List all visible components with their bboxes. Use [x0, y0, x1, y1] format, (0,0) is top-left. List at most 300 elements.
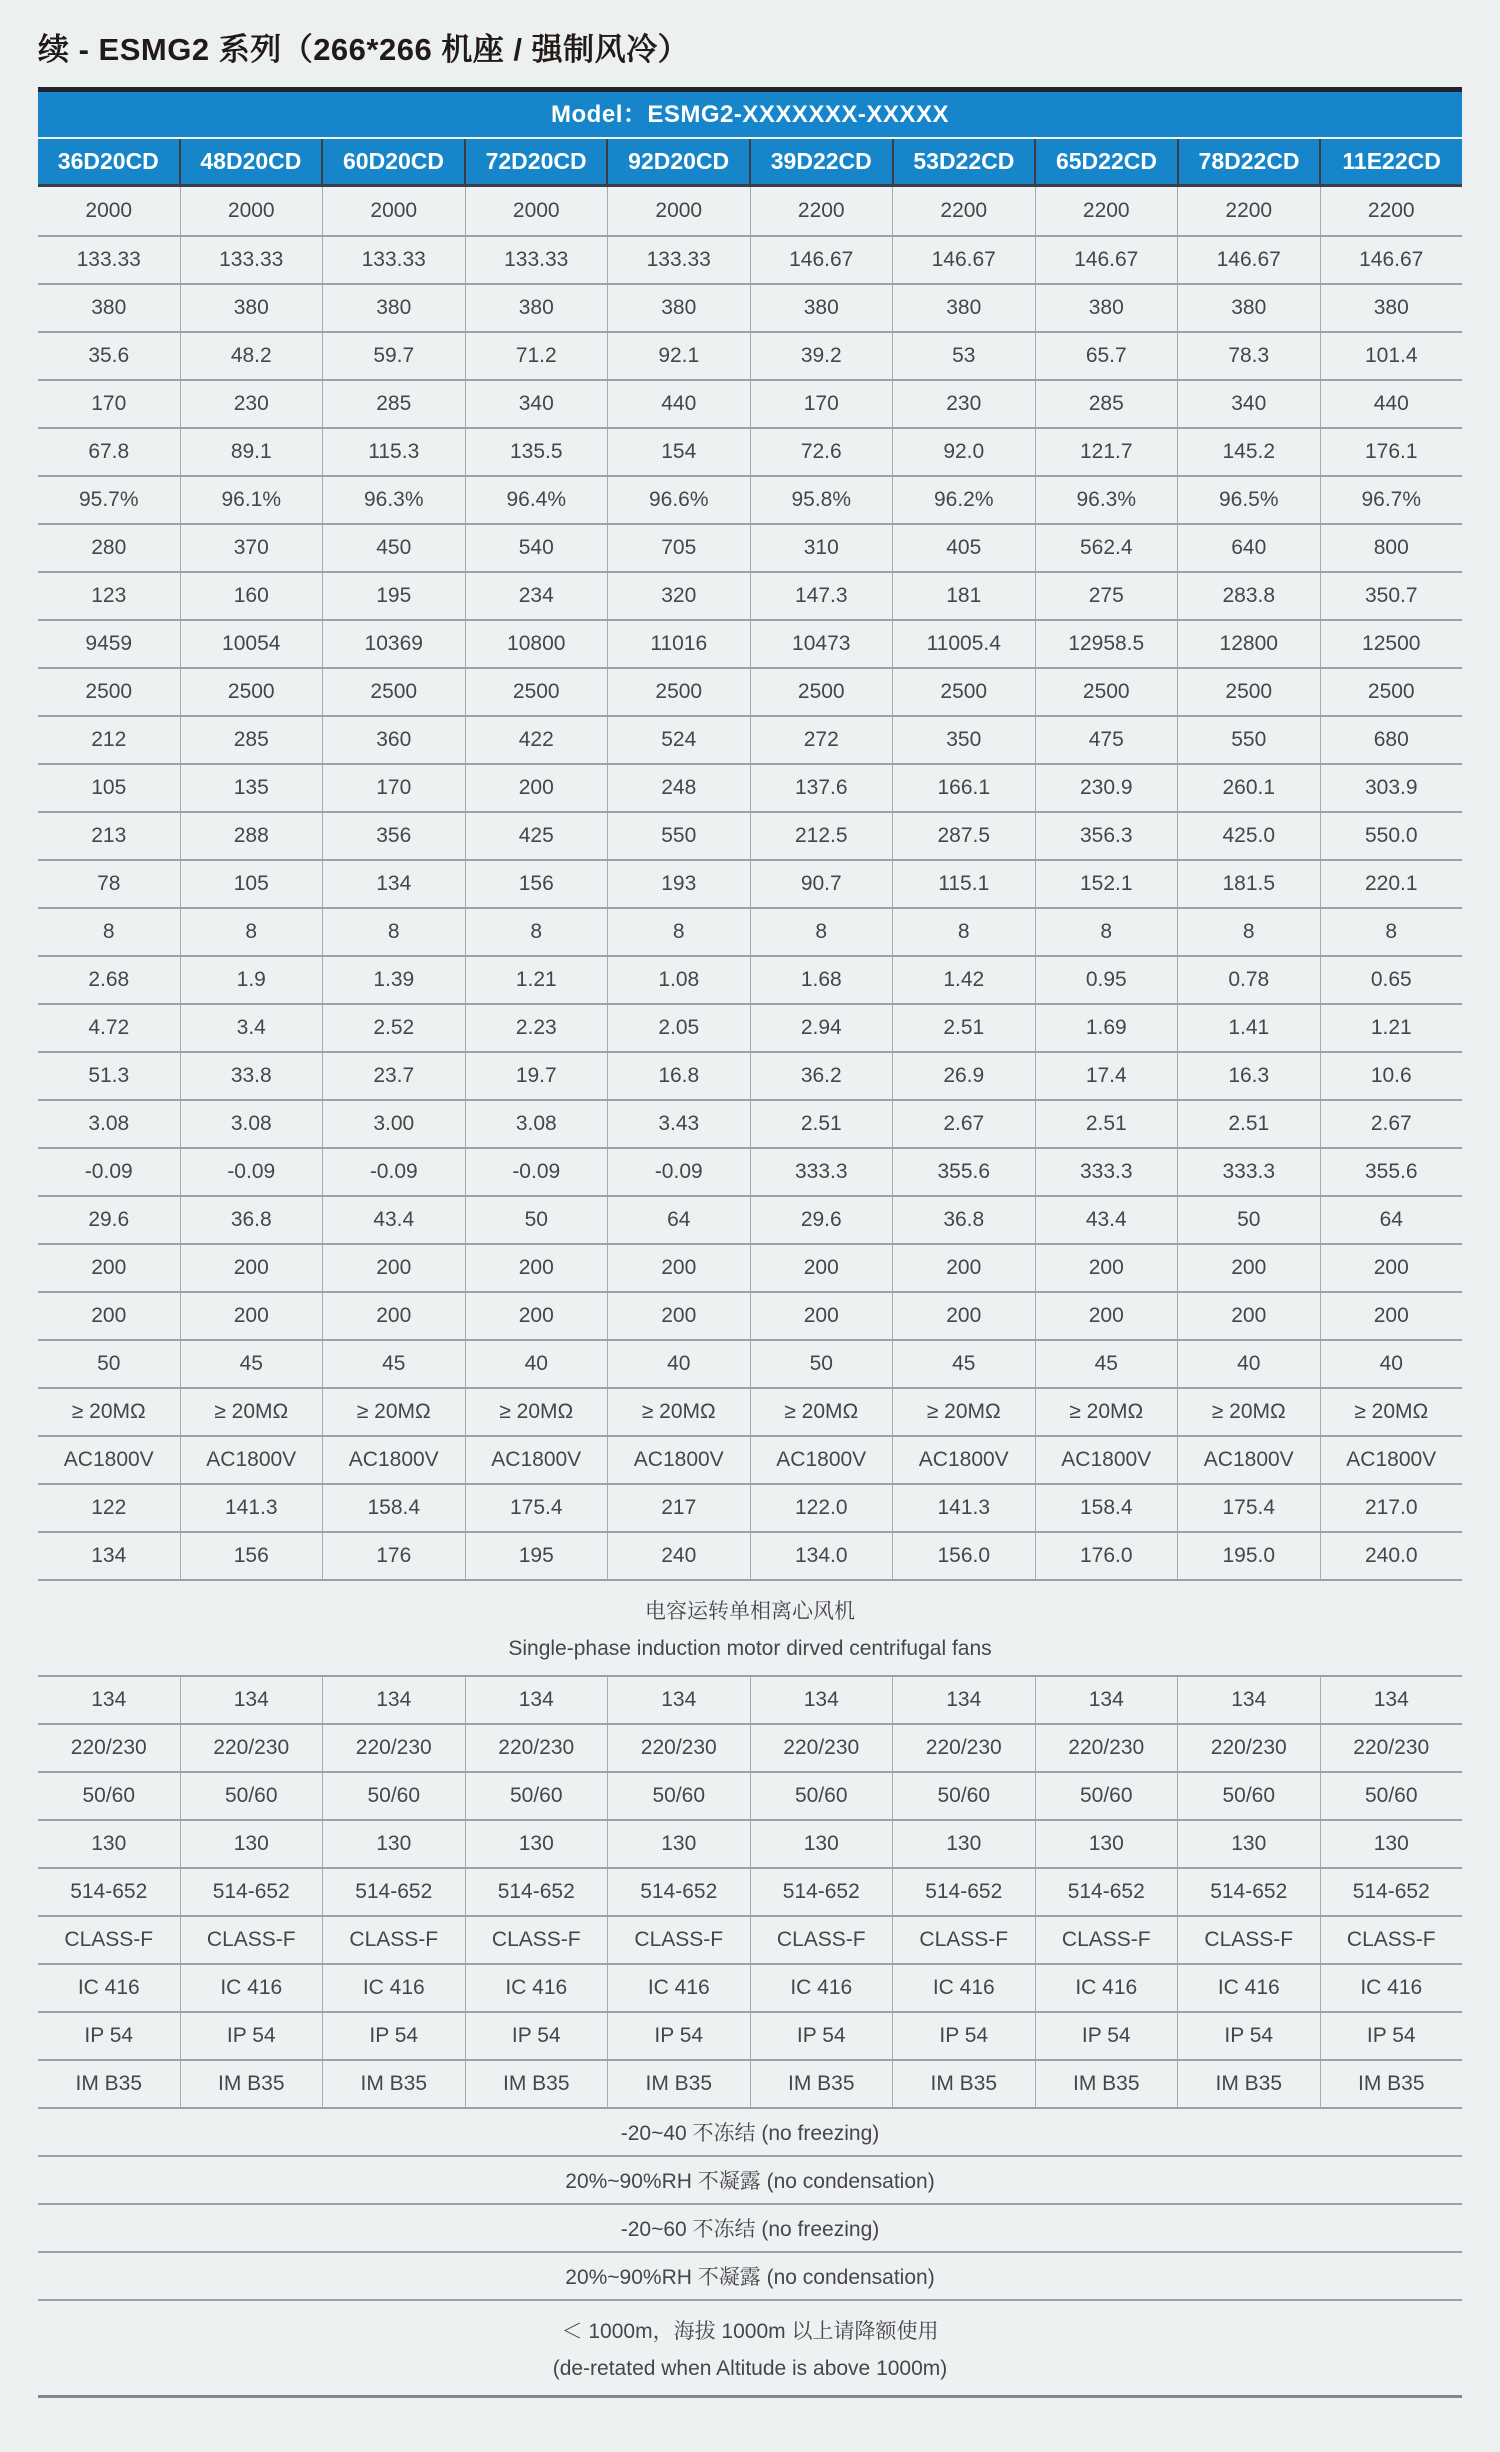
- table-cell: 8: [892, 909, 1035, 955]
- table-cell: 89.1: [180, 429, 323, 475]
- table-cell: IC 416: [750, 1965, 893, 2011]
- table-cell: 95.8%: [750, 477, 893, 523]
- table-cell: 2200: [1177, 187, 1320, 235]
- merged-row-line: 电容运转单相离心风机: [645, 1600, 855, 1623]
- table-cell: AC1800V: [1320, 1437, 1463, 1483]
- table-cell: 3.08: [88, 1112, 130, 1135]
- table-cell: 130: [750, 1821, 893, 1867]
- table-cell: IM B35: [1035, 2061, 1178, 2107]
- table-cell: 217: [607, 1485, 750, 1531]
- table-cell: 50: [750, 1341, 893, 1387]
- table-cell: 176: [322, 1533, 465, 1579]
- spec-sheet-page: [0, 24, 1500, 2452]
- table-cell: 193: [607, 861, 750, 907]
- table-cell: 550: [1177, 717, 1320, 763]
- table-cell: IC 416: [607, 1965, 750, 2011]
- table-cell: 122.0: [750, 1485, 893, 1531]
- table-cell: CLASS-F: [322, 1917, 465, 1963]
- table-body: [38, 187, 1462, 2395]
- table-cell: 800: [1320, 525, 1463, 571]
- page-title: 续 - ESMG2 系列（266*266 机座 / 强制风冷）: [38, 32, 690, 67]
- table-row: [38, 763, 1462, 811]
- table-cell: ≥ 20MΩ: [607, 1389, 750, 1435]
- table-cell: 134: [322, 861, 465, 907]
- table-cell: IC 416: [77, 1976, 140, 1999]
- table-cell: 134: [91, 1544, 127, 1567]
- table-cell: 134: [1035, 1677, 1178, 1723]
- table-cell: 380: [180, 285, 323, 331]
- table-row: [38, 427, 1462, 475]
- table-cell: 350: [892, 717, 1035, 763]
- table-cell: 147.3: [750, 573, 893, 619]
- table-cell: 78.3: [1177, 333, 1320, 379]
- table-cell: AC1800V: [892, 1437, 1035, 1483]
- table-cell: 96.4%: [465, 477, 608, 523]
- table-cell: 283.8: [1177, 573, 1320, 619]
- table-cell: ≥ 20MΩ: [1320, 1389, 1463, 1435]
- table-cell: 96.3%: [1035, 477, 1178, 523]
- column-header-39d22cd: 39D22CD: [749, 139, 892, 184]
- table-cell: 640: [1177, 525, 1320, 571]
- table-cell: 10473: [750, 621, 893, 667]
- table-row: [38, 1435, 1462, 1483]
- table-cell: 105: [91, 776, 127, 799]
- merged-row: [38, 2251, 1462, 2299]
- table-cell: CLASS-F: [1035, 1917, 1178, 1963]
- table-cell: 11005.4: [892, 621, 1035, 667]
- table-cell: 160: [180, 573, 323, 619]
- table-cell: 380: [892, 285, 1035, 331]
- table-cell: 19.7: [465, 1053, 608, 1099]
- table-cell: IM B35: [1320, 2061, 1463, 2107]
- table-row: [38, 1915, 1462, 1963]
- table-cell: 280: [91, 536, 127, 559]
- column-header-92d20cd: 92D20CD: [606, 139, 749, 184]
- table-row: [38, 379, 1462, 427]
- table-cell: -0.09: [180, 1149, 323, 1195]
- table-cell: 200: [322, 1293, 465, 1339]
- table-cell: 2.67: [892, 1101, 1035, 1147]
- table-cell: 16.3: [1177, 1053, 1320, 1099]
- table-cell: 105: [180, 861, 323, 907]
- table-row: [38, 1195, 1462, 1243]
- table-cell: 133.33: [76, 248, 141, 271]
- table-cell: 200: [750, 1245, 893, 1291]
- table-cell: 50/60: [322, 1773, 465, 1819]
- table-row: [38, 2059, 1462, 2107]
- table-cell: 146.67: [892, 237, 1035, 283]
- table-cell: 356: [322, 813, 465, 859]
- table-cell: 8: [607, 909, 750, 955]
- table-cell: 53: [892, 333, 1035, 379]
- table-cell: 123: [91, 584, 127, 607]
- table-cell: 340: [1177, 381, 1320, 427]
- table-cell: 248: [607, 765, 750, 811]
- table-row: [38, 571, 1462, 619]
- table-cell: 2200: [1320, 187, 1463, 235]
- table-cell: 380: [1035, 285, 1178, 331]
- table-cell: 130: [91, 1832, 127, 1855]
- table-cell: 2.51: [1035, 1101, 1178, 1147]
- table-cell: 8: [180, 909, 323, 955]
- table-cell: CLASS-F: [892, 1917, 1035, 1963]
- table-cell: 64: [607, 1197, 750, 1243]
- table-cell: 285: [180, 717, 323, 763]
- table-row: [38, 1291, 1462, 1339]
- table-cell: 65.7: [1035, 333, 1178, 379]
- table-cell: 8: [750, 909, 893, 955]
- table-cell: 122: [91, 1496, 127, 1519]
- table-cell: 176.0: [1035, 1533, 1178, 1579]
- table-cell: IC 416: [892, 1965, 1035, 2011]
- merged-row-line: Single-phase induction motor dirved centrifugal fans: [508, 1637, 992, 1660]
- table-cell: 134: [322, 1677, 465, 1723]
- table-cell: 130: [1320, 1821, 1463, 1867]
- table-cell: 2000: [322, 187, 465, 235]
- spec-table: [38, 87, 1462, 2398]
- table-cell: 475: [1035, 717, 1178, 763]
- table-cell: 2500: [180, 669, 323, 715]
- table-cell: 158.4: [1035, 1485, 1178, 1531]
- table-cell: 514-652: [465, 1869, 608, 1915]
- table-cell: 40: [607, 1341, 750, 1387]
- table-cell: 425: [465, 813, 608, 859]
- table-cell: 200: [892, 1293, 1035, 1339]
- merged-row: [38, 2107, 1462, 2155]
- table-cell: 130: [465, 1821, 608, 1867]
- table-cell: 130: [180, 1821, 323, 1867]
- table-cell: ≥ 20MΩ: [1177, 1389, 1320, 1435]
- table-cell: IM B35: [892, 2061, 1035, 2107]
- table-row: [38, 1963, 1462, 2011]
- table-cell: 10800: [465, 621, 608, 667]
- table-cell: 2500: [750, 669, 893, 715]
- table-row: [38, 1531, 1462, 1579]
- table-cell: 2200: [1035, 187, 1178, 235]
- table-cell: 8: [1035, 909, 1178, 955]
- table-cell: 0.78: [1177, 957, 1320, 1003]
- table-cell: 8: [1320, 909, 1463, 955]
- table-cell: 45: [892, 1341, 1035, 1387]
- table-cell: ≥ 20MΩ: [465, 1389, 608, 1435]
- table-cell: 8: [465, 909, 608, 955]
- table-row: [38, 1243, 1462, 1291]
- table-row: [38, 1339, 1462, 1387]
- table-cell: 285: [1035, 381, 1178, 427]
- table-cell: 35.6: [88, 344, 130, 367]
- table-cell: 156: [465, 861, 608, 907]
- table-cell: 440: [607, 381, 750, 427]
- table-cell: 50/60: [607, 1773, 750, 1819]
- table-row: [38, 667, 1462, 715]
- table-cell: 230: [180, 381, 323, 427]
- table-cell: 71.2: [465, 333, 608, 379]
- table-cell: 1.42: [892, 957, 1035, 1003]
- table-row: [38, 283, 1462, 331]
- table-cell: 10054: [180, 621, 323, 667]
- table-cell: 370: [180, 525, 323, 571]
- table-cell: 1.08: [607, 957, 750, 1003]
- table-cell: 405: [892, 525, 1035, 571]
- table-cell: 425.0: [1177, 813, 1320, 859]
- table-cell: 2.67: [1320, 1101, 1463, 1147]
- table-cell: 146.67: [1320, 237, 1463, 283]
- table-cell: 230: [892, 381, 1035, 427]
- table-cell: IP 54: [1035, 2013, 1178, 2059]
- table-cell: 220.1: [1320, 861, 1463, 907]
- table-cell: 134: [1177, 1677, 1320, 1723]
- table-cell: 181: [892, 573, 1035, 619]
- table-cell: 2.51: [750, 1101, 893, 1147]
- table-cell: 680: [1320, 717, 1463, 763]
- table-cell: AC1800V: [1177, 1437, 1320, 1483]
- table-cell: IP 54: [1320, 2013, 1463, 2059]
- table-cell: 154: [607, 429, 750, 475]
- table-cell: 146.67: [750, 237, 893, 283]
- table-row: [38, 1099, 1462, 1147]
- table-cell: AC1800V: [465, 1437, 608, 1483]
- table-cell: 355.6: [892, 1149, 1035, 1195]
- table-cell: IM B35: [322, 2061, 465, 2107]
- table-cell: 59.7: [322, 333, 465, 379]
- table-cell: 220/230: [750, 1725, 893, 1771]
- table-cell: 96.7%: [1320, 477, 1463, 523]
- table-cell: 40: [1320, 1341, 1463, 1387]
- table-cell: 380: [1320, 285, 1463, 331]
- table-cell: 514-652: [180, 1869, 323, 1915]
- table-cell: IP 54: [180, 2013, 323, 2059]
- table-cell: 514-652: [1177, 1869, 1320, 1915]
- table-cell: 146.67: [1035, 237, 1178, 283]
- table-cell: 285: [322, 381, 465, 427]
- table-cell: 380: [607, 285, 750, 331]
- table-cell: 200: [1177, 1293, 1320, 1339]
- table-cell: 360: [322, 717, 465, 763]
- table-cell: 310: [750, 525, 893, 571]
- table-cell: CLASS-F: [64, 1928, 154, 1951]
- table-cell: 50: [1177, 1197, 1320, 1243]
- table-cell: CLASS-F: [607, 1917, 750, 1963]
- table-row: [38, 1771, 1462, 1819]
- table-cell: 220/230: [1320, 1725, 1463, 1771]
- table-cell: 1.69: [1035, 1005, 1178, 1051]
- table-cell: 39.2: [750, 333, 893, 379]
- table-row: [38, 1483, 1462, 1531]
- table-cell: 40: [1177, 1341, 1320, 1387]
- table-cell: 200: [1320, 1293, 1463, 1339]
- column-header-78d22cd: 78D22CD: [1177, 139, 1320, 184]
- table-cell: 2500: [322, 669, 465, 715]
- table-cell: 200: [1035, 1293, 1178, 1339]
- table-cell: 135: [180, 765, 323, 811]
- table-cell: 29.6: [750, 1197, 893, 1243]
- table-cell: 3.43: [607, 1101, 750, 1147]
- table-cell: 134: [892, 1677, 1035, 1723]
- table-cell: ≥ 20MΩ: [180, 1389, 323, 1435]
- table-cell: 212.5: [750, 813, 893, 859]
- table-cell: 48.2: [180, 333, 323, 379]
- table-cell: 2.51: [892, 1005, 1035, 1051]
- table-cell: 2500: [892, 669, 1035, 715]
- table-cell: 380: [750, 285, 893, 331]
- table-cell: 1.39: [322, 957, 465, 1003]
- table-cell: 3.08: [465, 1101, 608, 1147]
- table-cell: 133.33: [465, 237, 608, 283]
- table-cell: 50: [465, 1197, 608, 1243]
- table-cell: 8: [1177, 909, 1320, 955]
- table-cell: CLASS-F: [1320, 1917, 1463, 1963]
- table-cell: 72.6: [750, 429, 893, 475]
- table-cell: IC 416: [180, 1965, 323, 2011]
- table-cell: 380: [465, 285, 608, 331]
- table-cell: 115.3: [322, 429, 465, 475]
- merged-row-line: 20%~90%RH 不凝露 (no condensation): [565, 2266, 935, 2289]
- table-cell: 152.1: [1035, 861, 1178, 907]
- table-cell: 514-652: [892, 1869, 1035, 1915]
- table-cell: 195.0: [1177, 1533, 1320, 1579]
- table-cell: 220/230: [322, 1725, 465, 1771]
- table-cell: 78: [97, 872, 121, 895]
- column-header-72d20cd: 72D20CD: [464, 139, 607, 184]
- table-cell: 240: [607, 1533, 750, 1579]
- table-cell: 134: [607, 1677, 750, 1723]
- table-cell: 450: [322, 525, 465, 571]
- table-cell: 1.9: [180, 957, 323, 1003]
- table-cell: 200: [1320, 1245, 1463, 1291]
- table-cell: 540: [465, 525, 608, 571]
- table-cell: IP 54: [322, 2013, 465, 2059]
- table-cell: 350.7: [1320, 573, 1463, 619]
- table-cell: 146.67: [1177, 237, 1320, 283]
- table-cell: 195: [322, 573, 465, 619]
- table-cell: 12500: [1320, 621, 1463, 667]
- merged-row: [38, 2155, 1462, 2203]
- table-cell: 220/230: [1035, 1725, 1178, 1771]
- table-cell: IP 54: [1177, 2013, 1320, 2059]
- table-cell: 195: [465, 1533, 608, 1579]
- table-cell: 36.8: [892, 1197, 1035, 1243]
- table-cell: 12800: [1177, 621, 1320, 667]
- table-cell: 137.6: [750, 765, 893, 811]
- table-cell: 200: [1177, 1245, 1320, 1291]
- table-row: [38, 955, 1462, 1003]
- table-cell: 36.2: [750, 1053, 893, 1099]
- table-cell: 220/230: [70, 1736, 147, 1759]
- table-cell: 8: [102, 920, 115, 943]
- table-row: [38, 1387, 1462, 1435]
- table-cell: 133.33: [180, 237, 323, 283]
- table-cell: IC 416: [1177, 1965, 1320, 2011]
- table-cell: 50/60: [750, 1773, 893, 1819]
- column-header-row: [38, 137, 1462, 187]
- table-cell: 175.4: [465, 1485, 608, 1531]
- table-cell: 50/60: [180, 1773, 323, 1819]
- table-cell: 170: [750, 381, 893, 427]
- table-cell: 170: [322, 765, 465, 811]
- table-row: [38, 1003, 1462, 1051]
- table-cell: 287.5: [892, 813, 1035, 859]
- table-cell: 217.0: [1320, 1485, 1463, 1531]
- table-cell: ≥ 20MΩ: [1035, 1389, 1178, 1435]
- table-cell: 2.52: [322, 1005, 465, 1051]
- table-cell: 130: [1177, 1821, 1320, 1867]
- column-header-11e22cd: 11E22CD: [1319, 139, 1462, 184]
- table-cell: 134: [91, 1688, 127, 1711]
- table-cell: 92.1: [607, 333, 750, 379]
- table-cell: 3.00: [322, 1101, 465, 1147]
- table-row: [38, 1051, 1462, 1099]
- table-cell: AC1800V: [750, 1437, 893, 1483]
- table-cell: 130: [1035, 1821, 1178, 1867]
- table-cell: 36.8: [180, 1197, 323, 1243]
- table-cell: 45: [322, 1341, 465, 1387]
- table-cell: 50/60: [1177, 1773, 1320, 1819]
- table-cell: 50/60: [892, 1773, 1035, 1819]
- table-cell: 220/230: [892, 1725, 1035, 1771]
- table-row: [38, 907, 1462, 955]
- merged-row-line: ＜ 1000m，海拔 1000m 以上请降额使用: [561, 2320, 939, 2343]
- table-cell: 2.23: [465, 1005, 608, 1051]
- table-cell: 275: [1035, 573, 1178, 619]
- table-cell: 1.41: [1177, 1005, 1320, 1051]
- table-cell: 90.7: [750, 861, 893, 907]
- table-cell: 158.4: [322, 1485, 465, 1531]
- table-cell: 50/60: [465, 1773, 608, 1819]
- table-row: [38, 811, 1462, 859]
- table-cell: CLASS-F: [1177, 1917, 1320, 1963]
- table-cell: 200: [465, 765, 608, 811]
- table-cell: 141.3: [892, 1485, 1035, 1531]
- table-cell: 96.3%: [322, 477, 465, 523]
- table-cell: 200: [322, 1245, 465, 1291]
- column-header-60d20cd: 60D20CD: [321, 139, 464, 184]
- table-cell: 43.4: [322, 1197, 465, 1243]
- table-cell: ≥ 20MΩ: [892, 1389, 1035, 1435]
- table-cell: 2200: [750, 187, 893, 235]
- table-cell: 514-652: [607, 1869, 750, 1915]
- table-cell: IM B35: [607, 2061, 750, 2107]
- table-cell: 17.4: [1035, 1053, 1178, 1099]
- table-cell: IC 416: [322, 1965, 465, 2011]
- table-cell: 50/60: [1035, 1773, 1178, 1819]
- table-cell: 50: [97, 1352, 121, 1375]
- table-cell: -0.09: [465, 1149, 608, 1195]
- table-cell: CLASS-F: [750, 1917, 893, 1963]
- table-cell: 380: [91, 296, 127, 319]
- table-cell: 220/230: [465, 1725, 608, 1771]
- table-cell: 134: [1320, 1677, 1463, 1723]
- table-row: [38, 475, 1462, 523]
- table-cell: 130: [892, 1821, 1035, 1867]
- table-cell: 2.68: [88, 968, 130, 991]
- table-cell: 101.4: [1320, 333, 1463, 379]
- merged-row: [38, 2299, 1462, 2395]
- table-cell: IM B35: [75, 2072, 143, 2095]
- table-cell: 96.2%: [892, 477, 1035, 523]
- column-header-65d22cd: 65D22CD: [1034, 139, 1177, 184]
- table-cell: CLASS-F: [465, 1917, 608, 1963]
- table-cell: 333.3: [1035, 1149, 1178, 1195]
- table-cell: 260.1: [1177, 765, 1320, 811]
- table-cell: 95.7%: [78, 488, 139, 511]
- table-cell: 2500: [1035, 669, 1178, 715]
- table-cell: IM B35: [750, 2061, 893, 2107]
- table-cell: 288: [180, 813, 323, 859]
- table-cell: 200: [465, 1245, 608, 1291]
- table-cell: 200: [607, 1293, 750, 1339]
- column-header-36d20cd: 36D20CD: [38, 139, 179, 184]
- table-cell: 10.6: [1320, 1053, 1463, 1099]
